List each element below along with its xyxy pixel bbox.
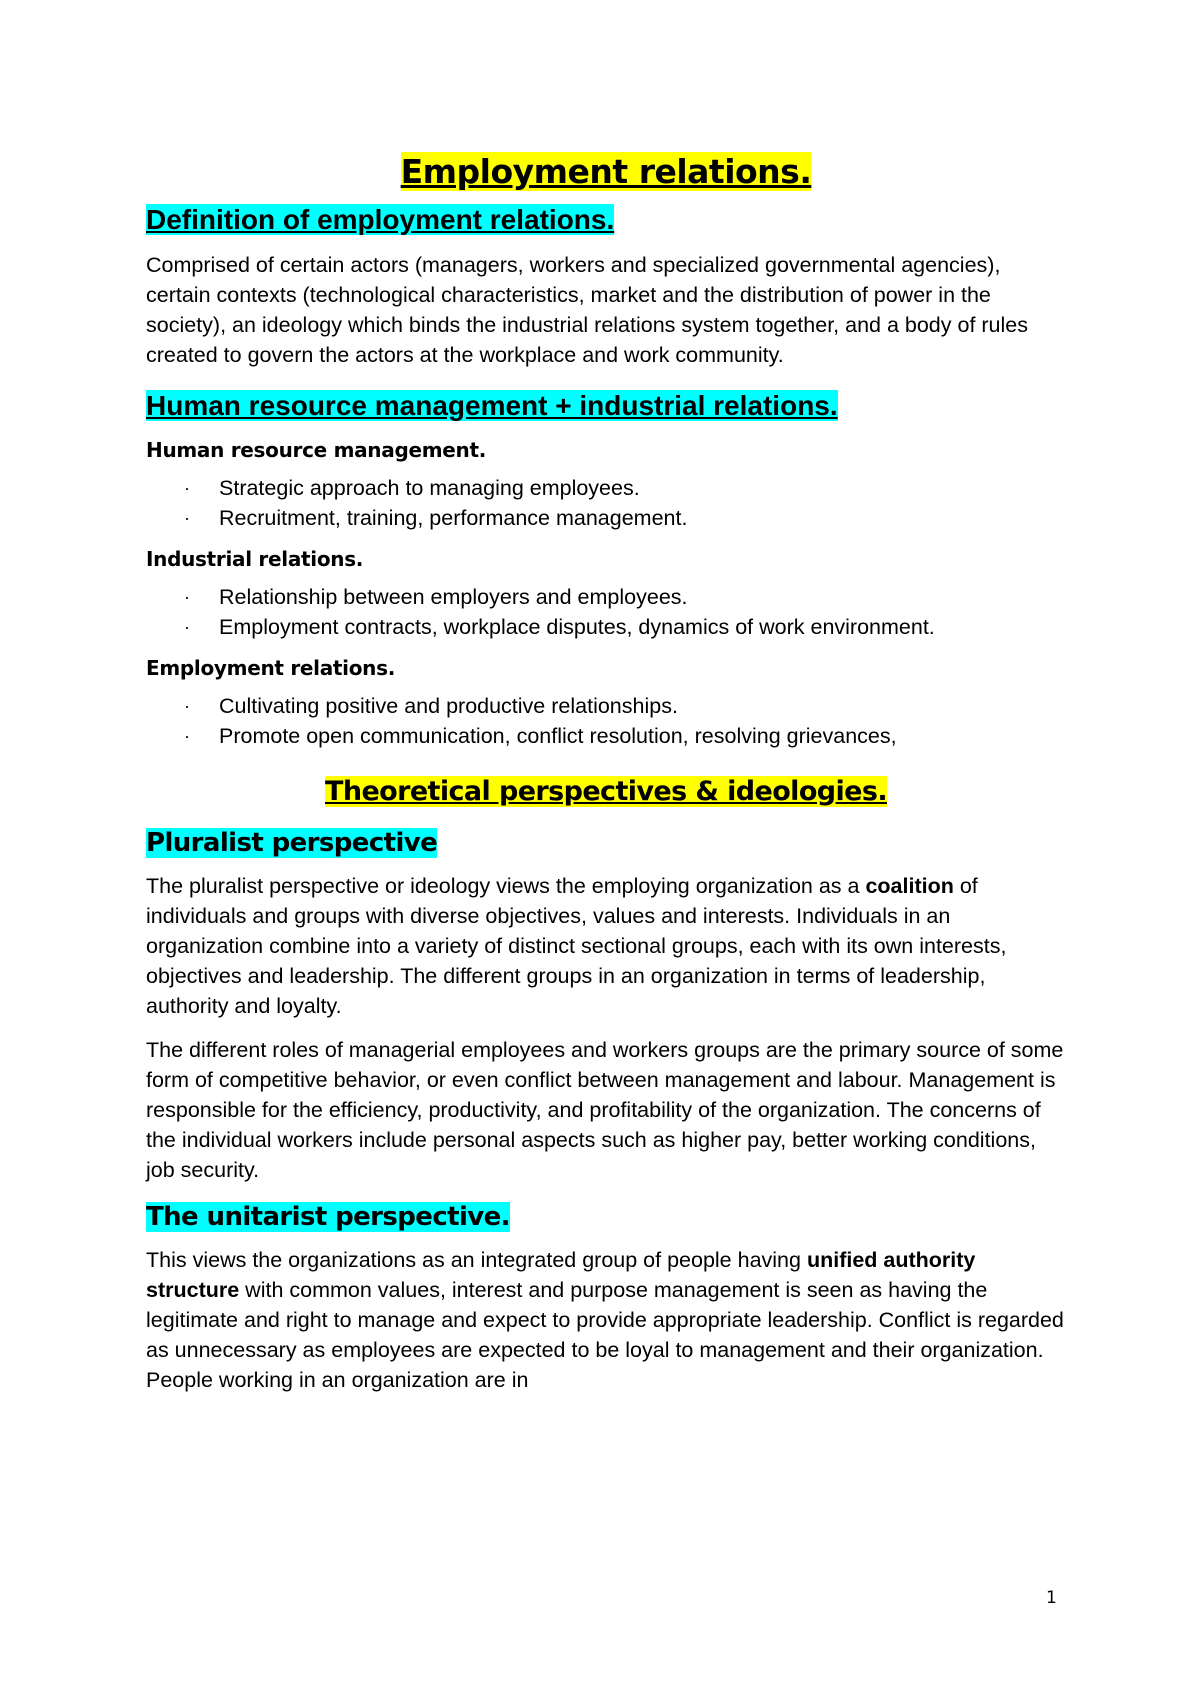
list-item-text: Strategic approach to managing employees. (219, 476, 640, 500)
pluralist-paragraph-1 (146, 871, 1066, 1021)
pluralist-p1-bold: coalition (865, 874, 954, 898)
er-bullet-list (146, 692, 1066, 751)
pluralist-p1-before: The pluralist perspective or ideology views the employing organization as a (146, 874, 866, 898)
document-content (146, 150, 1066, 1409)
ir-subheading: Industrial relations. (146, 547, 364, 571)
bullet-icon: · (184, 616, 190, 637)
unitarist-p1-after: with common values, interest and purpose management is seen as having the legitimate and right to manage and expect to provide appropriate leadership. Conflict is regarded as unnecessary as employees are expected to be loyal to management and their organization. People working in an organization are in (146, 1278, 1064, 1392)
unitarist-p1-before: This views the organizations as an integrated group of people having (146, 1248, 807, 1272)
bullet-icon: · (184, 478, 190, 498)
theoretical-heading-text: Theoretical perspectives & ideologies. (325, 776, 887, 807)
hrm-ir-heading-text: Human resource management + industrial relations. (146, 390, 838, 421)
document-title (146, 150, 1066, 194)
ir-bullet-list (146, 583, 1066, 642)
list-item-text: Employment contracts, workplace disputes, dynamics of work environment. (219, 614, 935, 639)
definition-heading-text: Definition of employment relations. (146, 204, 615, 235)
list-item (146, 504, 1066, 534)
pluralist-heading (146, 825, 1066, 861)
definition-heading (146, 202, 1066, 238)
list-item-text: Promote open communication, conflict resolution, resolving grievances, (219, 723, 897, 748)
hrm-ir-heading (146, 388, 1066, 424)
list-item-text: Recruitment, training, performance management. (219, 505, 688, 530)
definition-paragraph: Comprised of certain actors (managers, workers and specialized governmental agencies), certain contexts (technological characteristics, market and the distribution of power in the society), an ideology which binds the industrial relations system together, and a body of rules created to govern the actors at the workplace and work community. (146, 253, 1028, 367)
bullet-icon: · (184, 725, 190, 746)
er-subheading: Employment relations. (146, 656, 395, 680)
list-item (146, 583, 1066, 613)
bullet-icon: · (184, 587, 190, 607)
list-item (146, 722, 1066, 752)
list-item (146, 613, 1066, 643)
list-item (146, 474, 1066, 504)
list-item (146, 692, 1066, 722)
pluralist-paragraph-2: The different roles of managerial employees and workers groups are the primary source of some form of competitive behavior, or even conflict between management and labour. Management is responsible for the efficiency, productivity, and profitability of the organization. The concerns of the individual workers include personal aspects such as higher pay, better working conditions, job security. (146, 1038, 1064, 1182)
unitarist-heading-text: The unitarist perspective. (146, 1202, 510, 1232)
pluralist-p1-after: of individuals and groups with diverse objectives, values and interests. Individuals in an organization combine into a variety of distinct sectional groups, each with its own interests, objectives and leadership. The different groups in an organization in terms of leadership, authority and loyalty. (146, 874, 1007, 1018)
list-item-text: Relationship between employers and employees. (219, 585, 688, 609)
unitarist-paragraph (146, 1245, 1066, 1395)
list-item-text: Cultivating positive and productive relationships. (219, 694, 678, 718)
pluralist-heading-text: Pluralist perspective (146, 828, 438, 858)
page-number: 1 (1046, 1588, 1057, 1608)
hrm-bullet-list (146, 474, 1066, 533)
bullet-icon: · (184, 507, 190, 528)
unitarist-p1-bold: unified authority structure (146, 1248, 976, 1302)
bullet-icon: · (184, 696, 190, 716)
hrm-subheading: Human resource management. (146, 438, 487, 462)
document-title-text: Employment relations. (400, 152, 812, 191)
unitarist-heading (146, 1199, 1066, 1235)
theoretical-heading (146, 773, 1066, 811)
